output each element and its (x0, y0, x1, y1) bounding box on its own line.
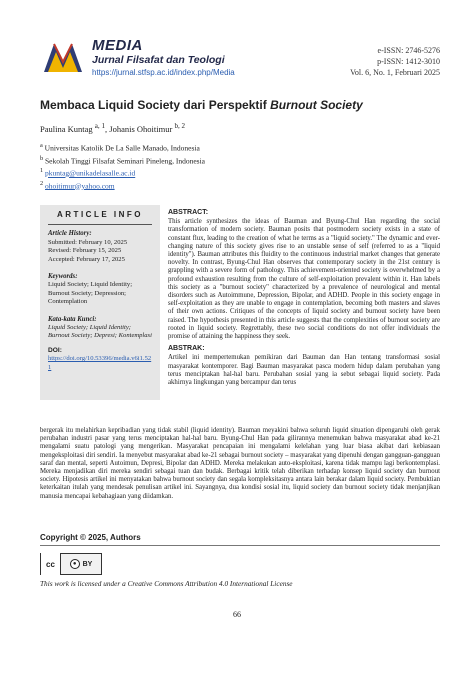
journal-subtitle: Jurnal Filsafat dan Teologi (92, 54, 225, 66)
abstrak-heading: ABSTRAK: (168, 345, 205, 353)
article-title: Membaca Liquid Society dari Perspektif Burnout Society (40, 98, 363, 112)
keywords-heading: Keywords: (48, 273, 78, 281)
abstrak-text-top: Artikel ini mempertemukan pemikiran dari Bauman dan Han tentang transformasi sosial masyarakat kontemporer. Bagi Bauman masyarakat pasca modern hidup dalam perubahan yang terus menciptakan hal-hal baru. Perubahan sosial yang ia sebut sebagai liquid society. Pada akhirnya lingkungan yang bercampur dan terus (168, 354, 440, 387)
affiliation-b: $^b$ Sekolah Tinggi Filsafat Seminari Pineleng, Indonesia (40, 154, 205, 165)
attribution-person-icon: ● (70, 559, 80, 569)
accepted-date: Accepted: February 17, 2025 (48, 255, 125, 263)
journal-url-link[interactable]: https://jurnal.stfsp.ac.id/index.php/Media (92, 68, 235, 77)
by-label: BY (82, 560, 93, 568)
license-statement: This work is licensed under a Creative Commons Attribution 4.0 International License (40, 579, 293, 588)
cc-by-badge-icon[interactable] (40, 553, 102, 575)
abstract-heading: ABSTRACT: (168, 209, 209, 216)
abstrak-text-continued: bergerak itu melahirkan kepribadian yang tidak stabil (liquid identity). Bauman meyakini bahwa seluruh liquid situation dipengaruhi oleh gerak perubahan industri pasar yang terus menciptakan hal-hal baru. Byung-Chul Han pada gilirannya menemukan bahwa masyarakat abad ke-21 mengalami suatu patologi yang mengerikan. Masyarakat pencapaian ini mengalami kelelahan yang luar biasa akibat dari kebiasaan mengeksploitasi diri sendiri. Ia menyebut masyarakat abad ke-21 sebagai burnout society – masyarakat yang dipenuhi dengan gangguan-gangguan saraf dan mental, seperti Autoimun, Depresi, Bipolar dan ADHD. Mereka melakukan auto-eksploitasi, karena tidak mampu lagi berkontemplasi. Mereka menjadikan diri mereka sendiri sebagai tuan dan budak. Berbagai kritik telah diberikan terhadap konsep liquid society dan burnout society. Hipotesis artikel ini menyatakan bahwa burnout society dan segala kompleksitasnya antara lain berakar dalam liquid society. Pembuktian keterkaitan itulah yang mendesak penulisan artikel ini. Sayangnya, dua kondisi sosial itu, liquid society dan burnout society tidak menjanjikan manusia mencapai kebahagiaan yang diidamkan. (40, 427, 440, 500)
affiliation-a: $^a$ Universitas Katolik De La Salle Manado, Indonesia (40, 142, 200, 153)
article-info-heading: ARTICLE INFO (48, 211, 152, 225)
affiliations (40, 141, 205, 191)
pissn: p-ISSN: 1412-3010 (377, 57, 440, 66)
email-1: $^1$ pkuntag@unikadelasalle.ac.id (40, 167, 136, 178)
kata-kunci-heading: Kata-kata Kunci: (48, 315, 97, 323)
email-2: $^2$ ohoitimur@yahoo.com (40, 179, 115, 190)
email-2-link[interactable]: ohoitimur@yahoo.com (45, 181, 115, 190)
volume: Vol. 6, No. 1, Februari 2025 (350, 68, 440, 77)
authors: Paulina Kuntag $^{a, 1}$, Johanis Ohoitimur $^{b, 2}$ (40, 122, 186, 134)
divider (40, 545, 440, 546)
article-title-italic: Burnout Society (270, 98, 363, 112)
keywords: Liquid Society; Liquid Identity; Burnout Society; Depression; Contemplation (48, 281, 133, 306)
kata-kunci: Liquid Society; Liquid Identity; Burnout Society; Depresi; Kontemplasi (48, 324, 152, 340)
doi-link[interactable]: https://doi.org/10.53396/media.v6i1.521 (48, 355, 152, 371)
cc-label: cc (41, 553, 61, 575)
abstract-section (168, 209, 440, 387)
history-heading: Article History: (48, 230, 92, 238)
page-number: 66 (233, 610, 241, 619)
eissn: e-ISSN: 2746-5276 (377, 46, 440, 55)
revised-date: Revised: February 15, 2025 (48, 247, 122, 255)
media-journal-logo-icon (40, 38, 86, 78)
abstract-text: This article synthesizes the ideas of Bauman and Byung-Chul Han regarding the social transformation of modern society. Bauman posits that postmodern society exists in a state of constant flux, leading to the creation of what he terms as a "liquid society." The dynamic and ever-changing nature of this society gives rise to an unstable sense of self (referred to as a "liquid identity"). Bauman attributes this fluidity to the continuous industrial market changes that generate novelty. In contrast, Byung-Chul Han observes that contemporary society in the 21st century is grappling with a severe form of pathology. This achievement-oriented society is overwhelmed by a profound exhaustion resulting from the culture of self-exploitation prevalent within it. Han labels this society as a "burnout society" characterized by a prevalence of neurological and mental disorders such as Autoimmune, Depression, Bipolar, and ADHD. People in this society engage in self-exploitation as they are unable to engage in contemplation, becoming both masters and slaves of their own actions. Critiques of the concepts of liquid society and burnout society have been raised. The hypothesis presented in this article suggests that the complexities of burnout society are rooted in liquid society. Regrettably, these two social conditions do not offer individuals the promise of attaining the happiness they seek. (168, 218, 440, 341)
journal-header (40, 38, 440, 82)
journal-meta (350, 45, 440, 78)
email-1-link[interactable]: pkuntag@unikadelasalle.ac.id (45, 168, 136, 178)
submitted-date: Submitted: February 10, 2025 (48, 238, 128, 246)
article-info-box (40, 205, 160, 400)
copyright-heading: Copyright © 2025, Authors (40, 533, 141, 542)
journal-name: MEDIA (92, 37, 143, 54)
doi-heading: DOI: (48, 346, 62, 354)
license-link[interactable]: Creative Commons Attribution 4.0 International License (127, 579, 293, 588)
